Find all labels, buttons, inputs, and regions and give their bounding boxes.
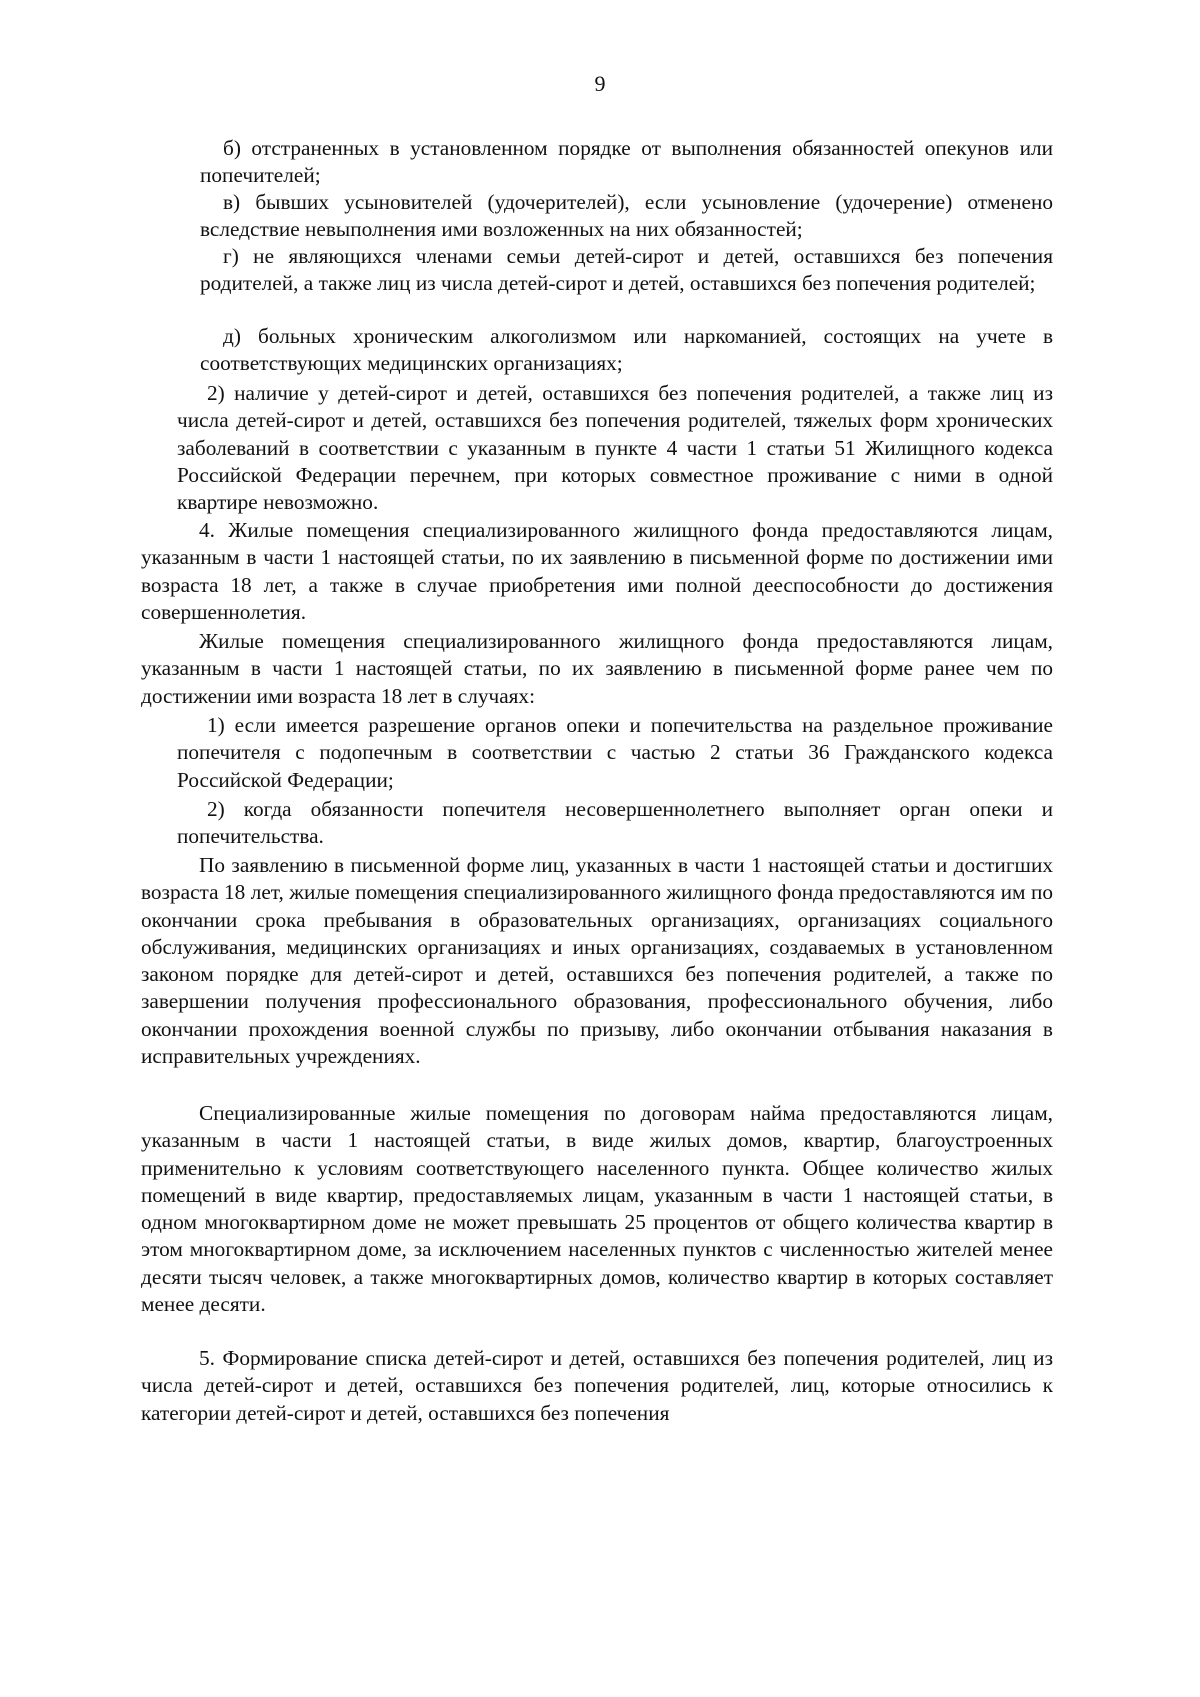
page-number: 9	[594, 71, 606, 96]
item-d: д) больных хроническим алкоголизмом или наркоманией, состоящих на учете в соответствующих медицинских организациях;	[200, 324, 1053, 376]
paragraph-specialized-housing: Специализированные жилые помещения по договорам найма предоставляются лицам, указанным в части 1 настоящей статьи, в виде жилых домов, квартир, благоустроенных применительно к условиям соответствующего населенного пункта. Общее количество жилых помещений в виде квартир, предоставляемых лицам, указанным в части 1 настоящей статьи, в одном многоквартирном доме не может превышать 25 процентов от общего количества квартир в этом многоквартирном доме, за исключением населенных пунктов с численностью жителей менее десяти тысяч человек, а также многоквартирных домов, количество квартир в которых составляет менее десяти.	[141, 1101, 1053, 1317]
paragraph-early-provision: Жилые помещения специализированного жилищного фонда предоставляются лицам, указанным в части 1 настоящей статьи, по их заявлению в письменной форме ранее чем по достижении ими возраста 18 лет в случаях:	[141, 629, 1053, 708]
case-1: 1) если имеется разрешение органов опеки и попечительства на раздельное проживание попечителя с подопечным в соответствии с частью 2 статьи 36 Гражданского кодекса Российской Федерации;	[177, 713, 1053, 792]
paragraph-5: 5. Формирование списка детей-сирот и детей, оставшихся без попечения родителей, лиц из числа детей-сирот и детей, оставшихся без попечения родителей, лиц, которые относились к категории детей-сирот и детей, оставшихся без попечения	[141, 1346, 1053, 1425]
case-2: 2) когда обязанности попечителя несовершеннолетнего выполняет орган опеки и попечительства.	[177, 797, 1053, 849]
paragraph-after-institutions: По заявлению в письменной форме лиц, указанных в части 1 настоящей статьи и достигших возраста 18 лет, жилые помещения специализированного жилищного фонда предоставляются им по окончании срока пребывания в образовательных организациях, организациях социального обслуживания, медицинских организациях и иных организациях, создаваемых в установленном законом порядке для детей-сирот и детей, оставшихся без попечения родителей, а также по завершении получения профессионального образования, профессионального обучения, либо окончании прохождения военной службы по призыву, либо окончании отбывания наказания в исправительных учреждениях.	[141, 853, 1053, 1069]
item-b: б) отстраненных в установленном порядке от выполнения обязанностей опекунов или попечителей;	[200, 136, 1053, 188]
item-v: в) бывших усыновителей (удочерителей), если усыновление (удочерение) отменено вследствие невыполнения ими возложенных на них обязанностей;	[200, 190, 1053, 242]
item-g: г) не являющихся членами семьи детей-сирот и детей, оставшихся без попечения родителей, а также лиц из числа детей-сирот и детей, оставшихся без попечения родителей;	[200, 244, 1053, 296]
paragraph-4: 4. Жилые помещения специализированного жилищного фонда предоставляются лицам, указанным в части 1 настоящей статьи, по их заявлению в письменной форме по достижении ими возраста 18 лет, а также в случае приобретения ими полной дееспособности до достижения совершеннолетия.	[141, 518, 1053, 624]
item-2-illness: 2) наличие у детей-сирот и детей, оставшихся без попечения родителей, а также лиц из числа детей-сирот и детей, оставшихся без попечения родителей, тяжелых форм хронических заболеваний в соответствии с указанным в пункте 4 части 1 статьи 51 Жилищного кодекса Российской Федерации перечнем, при которых совместное проживание с ними в одной квартире невозможно.	[177, 381, 1053, 515]
